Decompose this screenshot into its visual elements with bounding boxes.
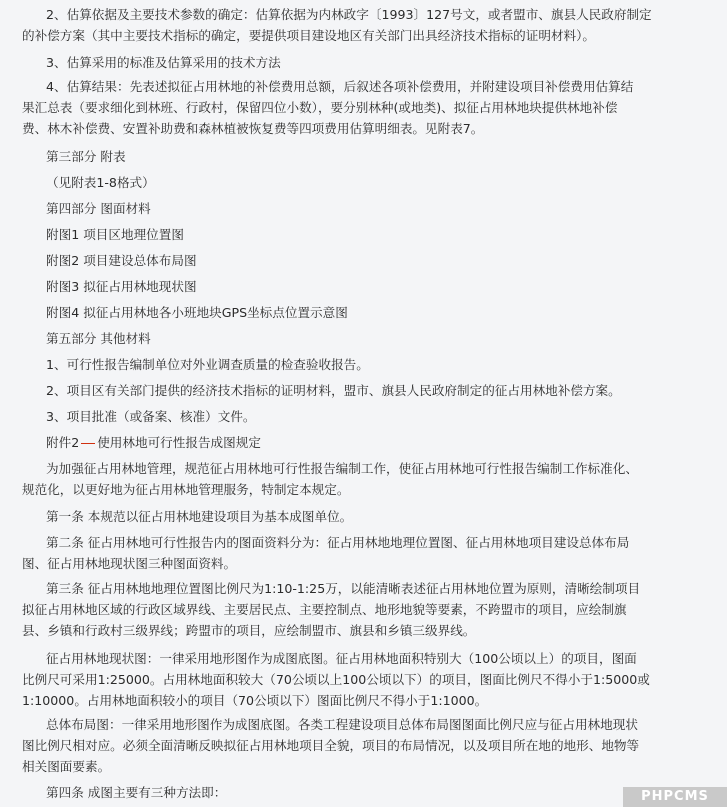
text-line: 2、估算依据及主要技术参数的确定：估算依据为内林政字〔1993〕127号文，或者盟市、旗县人民政府制定 <box>46 7 652 22</box>
paragraph-preamble <box>22 458 719 500</box>
paragraph-article1 <box>22 506 719 527</box>
text-line: 1、可行性报告编制单位对外业调查质量的检查验收报告。 <box>46 357 369 372</box>
text-line: 4、估算结果：先表述拟征占用林地的补偿费用总额，后叙述各项补偿费用，并附建设项目补偿费用估算结 <box>46 79 634 94</box>
paragraph-layout-map <box>22 714 719 777</box>
phpcms-watermark: PHPCMS <box>623 787 727 807</box>
text-line: 1:10000。占用林地面积较小的项目（70公顷以下）图面比例尺不得小于1:1000。 <box>22 693 488 708</box>
text-line: 第三部分 附表 <box>46 149 126 164</box>
paragraph-status-map <box>22 648 719 711</box>
text-line: 拟征占用林地区域的行政区域界线、主要居民点、主要控制点、地形地貌等要素，不跨盟市的项目，应绘制旗 <box>22 602 627 617</box>
paragraph-article2 <box>22 532 719 574</box>
paragraph-article4 <box>22 782 719 803</box>
text-line: 总体布局图：一律采用地形图作为成图底图。各类工程建设项目总体布局图图面比例尺应与征占用林地现状 <box>46 717 638 732</box>
list-item-material2 <box>22 380 719 401</box>
text-line: 3、估算采用的标准及估算采用的技术方法 <box>46 55 281 70</box>
appendix-title: 使用林地可行性报告成图规定 <box>97 435 261 450</box>
text-line: 相关图面要素。 <box>22 759 111 774</box>
paragraph-estimate-basis <box>22 4 719 46</box>
paragraph-estimate-result <box>22 76 719 139</box>
text-line: 的补偿方案（其中主要技术指标的确定，要提供项目建设地区有关部门出具经济技术指标的证明材料）。 <box>22 28 596 43</box>
text-line: 附图1 项目区地理位置图 <box>46 227 184 242</box>
text-line: 费、林木补偿费、安置补助费和森林植被恢复费等四项费用估算明细表。见附表7。 <box>22 121 484 136</box>
text-line <box>22 432 719 453</box>
list-item-figure4 <box>22 302 719 323</box>
list-item-figure2 <box>22 250 719 271</box>
text-line: 附图3 拟征占用林地现状图 <box>46 279 197 294</box>
text-line: 图比例尺相对应。必须全面清晰反映拟征占用林地项目全貌，项目的布局情况，以及项目所在地的地形、地物等 <box>22 738 640 753</box>
list-item-material1 <box>22 354 719 375</box>
text-line: 第四部分 图面材料 <box>46 201 151 216</box>
paragraph-estimate-standard <box>22 52 719 73</box>
text-line: 2、项目区有关部门提供的经济技术指标的证明材料，盟市、旗县人民政府制定的征占用林地补偿方案。 <box>46 383 621 398</box>
text-line: 规范化，以更好地为征占用林地管理服务，特制定本规定。 <box>22 482 350 497</box>
list-item-figure3 <box>22 276 719 297</box>
section-heading-part3 <box>22 146 719 167</box>
text-line: 附图4 拟征占用林地各小班地块GPS坐标点位置示意图 <box>46 305 348 320</box>
text-line: 果汇总表（要求细化到林班、行政村，保留四位小数），要分别林种(或地类)、拟征占用林地块提供林地补偿 <box>22 100 618 115</box>
paragraph-attached-tables <box>22 172 719 193</box>
appendix-heading <box>22 432 719 453</box>
text-line: 第五部分 其他材料 <box>46 331 151 346</box>
section-heading-part5 <box>22 328 719 349</box>
section-heading-part4 <box>22 198 719 219</box>
text-line: 第三条 征占用林地地理位置图比例尺为1:10-1:25万，以能清晰表述征占用林地位置为原则，清晰绘制项目 <box>46 581 641 596</box>
text-line: 第四条 成图主要有三种方法即： <box>46 785 227 800</box>
paragraph-article3 <box>22 578 719 641</box>
appendix-label: 附件2 <box>46 435 80 450</box>
text-line: 第二条 征占用林地可行性报告内的图面资料分为：征占用林地地理位置图、征占用林地项目建设总体布局 <box>46 535 630 550</box>
text-line: 第一条 本规范以征占用林地建设项目为基本成图单位。 <box>46 509 353 524</box>
text-line: （见附表1-8格式） <box>46 175 155 190</box>
text-line: 县、乡镇和行政村三级界线；跨盟市的项目，应绘制盟市、旗县和乡镇三级界线。 <box>22 623 476 638</box>
text-line: 比例尺可采用1:25000。占用林地面积较大（70公顷以上100公顷以下）的项目，图面比例尺不得小于1:5000或 <box>22 672 650 687</box>
text-line: 附图2 项目建设总体布局图 <box>46 253 197 268</box>
list-item-figure1 <box>22 224 719 245</box>
text-line: 图、征占用林地现状图三种图面资料。 <box>22 556 237 571</box>
text-line: 3、项目批准（或备案、核准）文件。 <box>46 409 256 424</box>
red-underline-mark <box>81 443 95 444</box>
text-line: 征占用林地现状图：一律采用地形图作为成图底图。征占用林地面积特别大（100公顷以上）的项目，图面 <box>46 651 637 666</box>
text-line: 为加强征占用林地管理，规范征占用林地可行性报告编制工作，使征占用林地可行性报告编制工作标准化、 <box>46 461 638 476</box>
list-item-material3 <box>22 406 719 427</box>
